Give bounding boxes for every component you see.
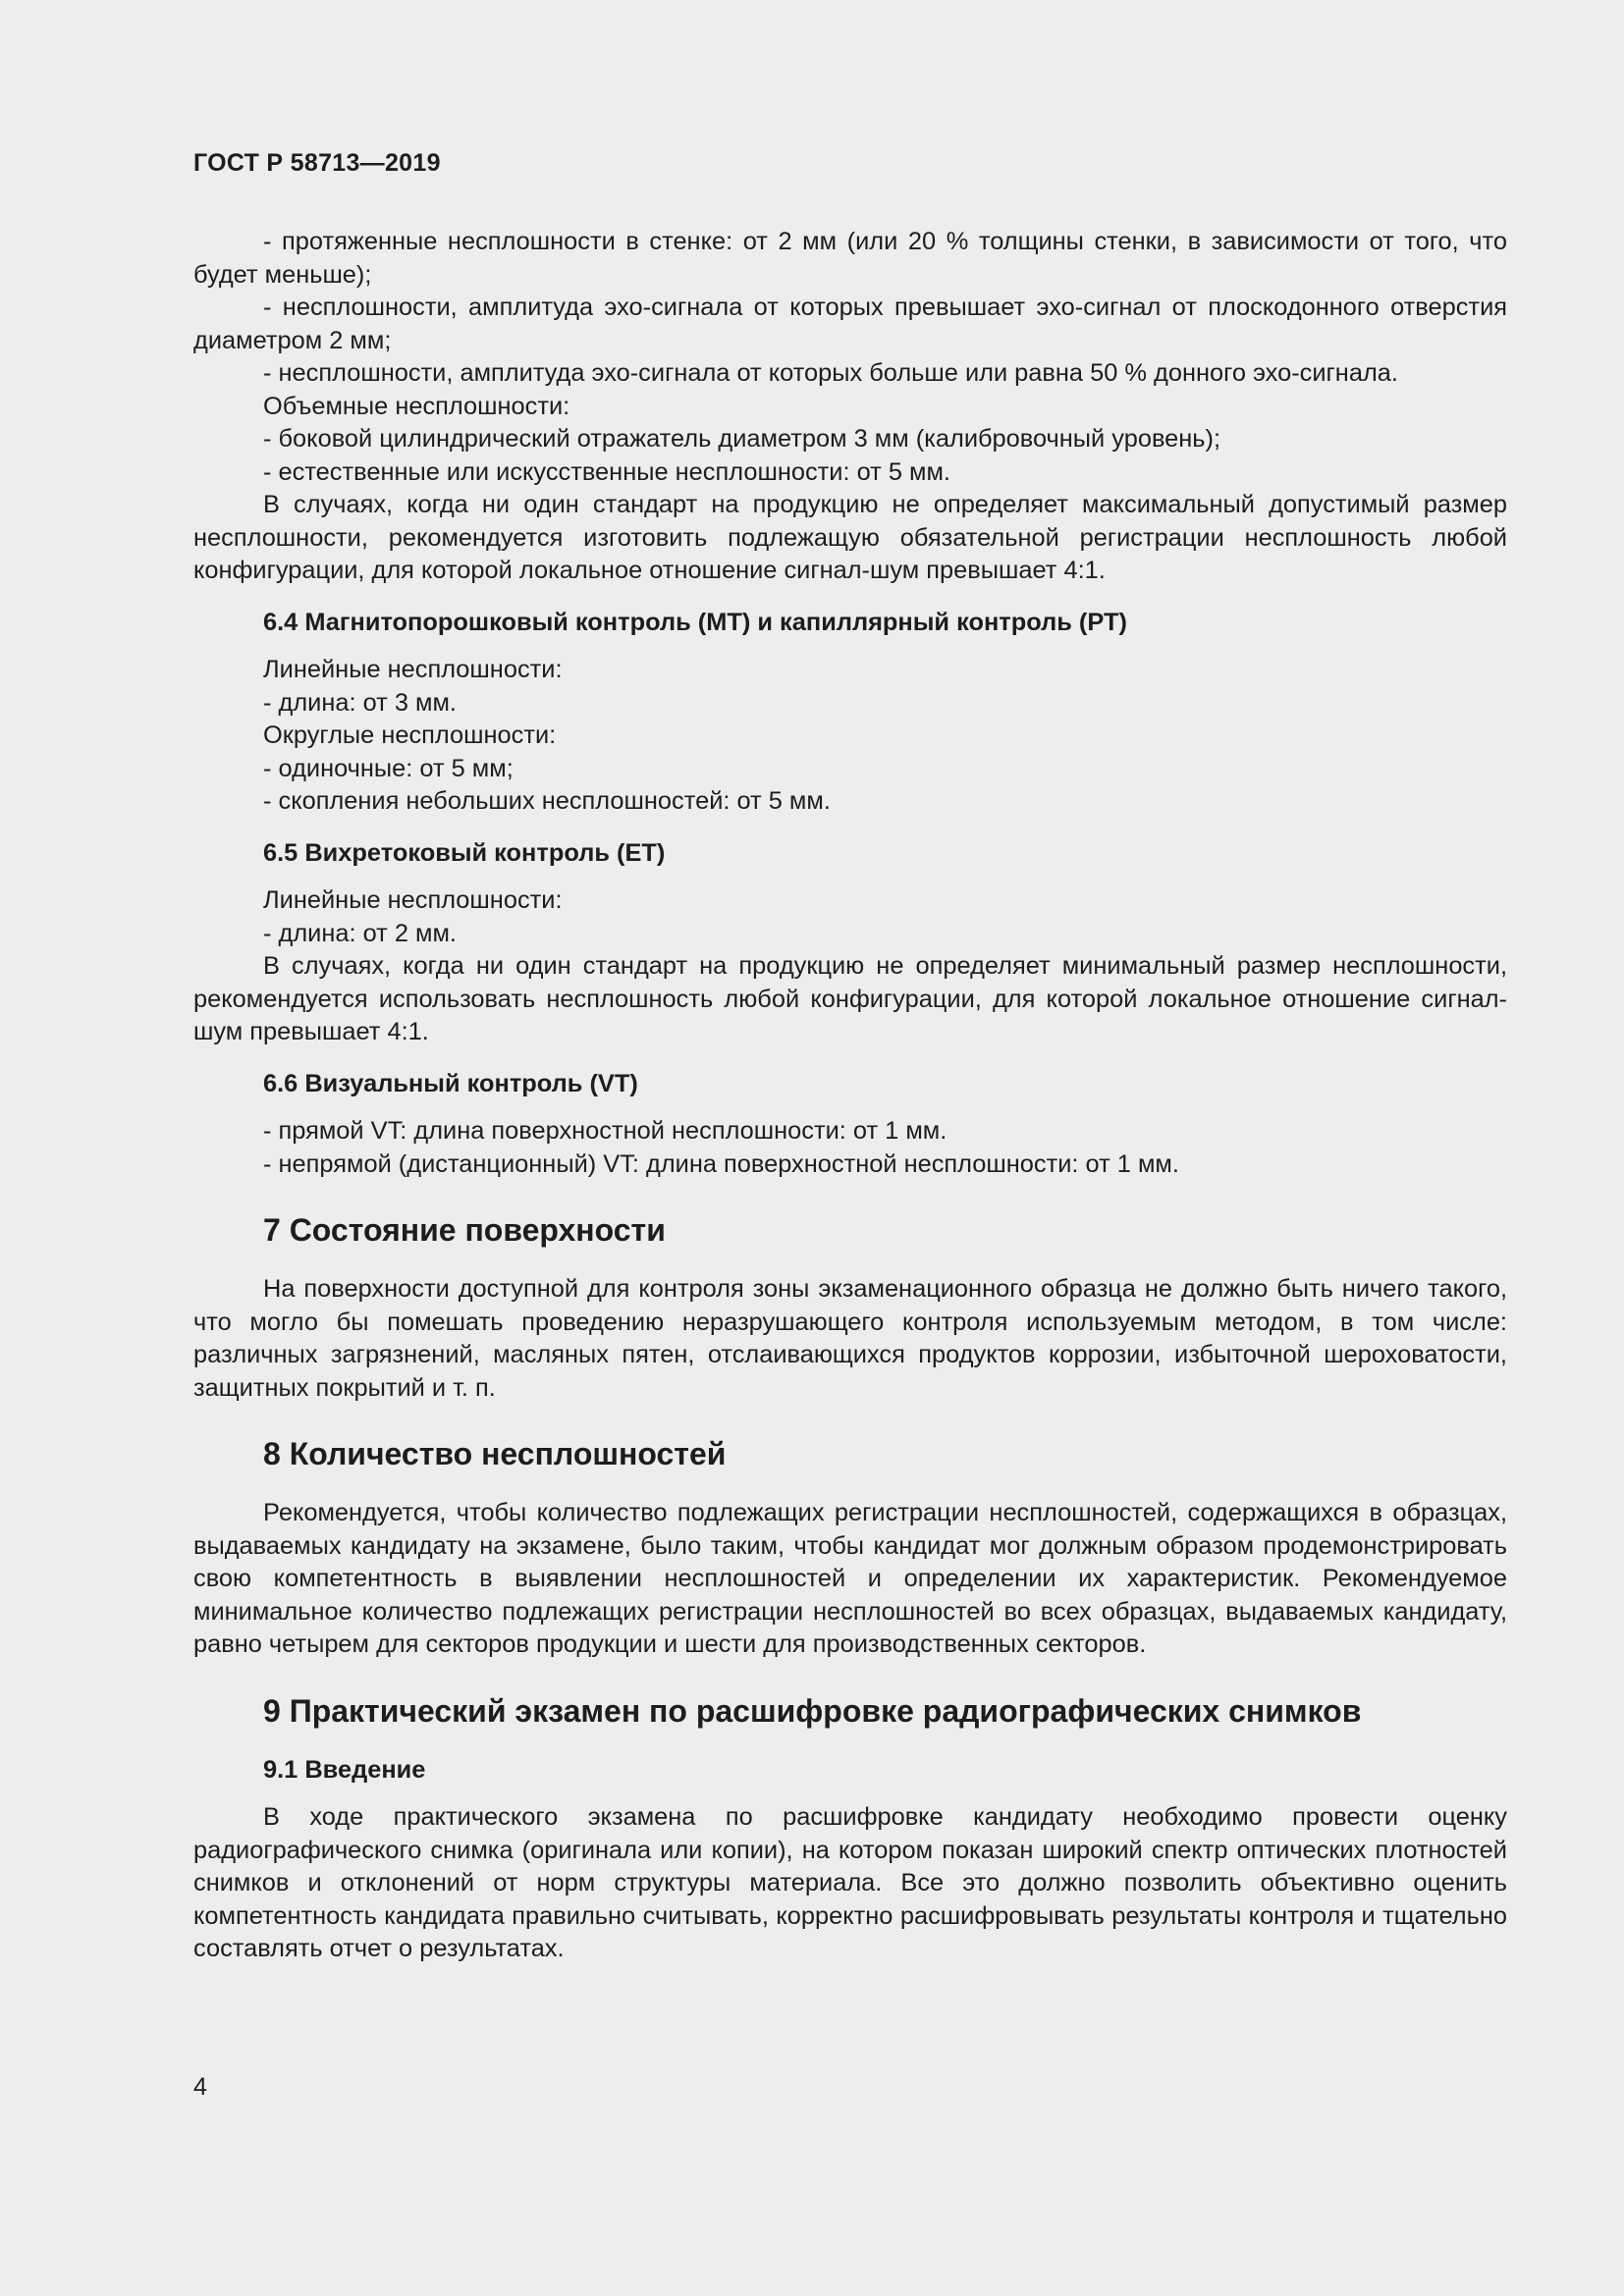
list-item: - несплошности, амплитуда эхо-сигнала от которых больше или равна 50 % донного эхо-сигнала. bbox=[263, 359, 1398, 387]
section-heading-9: 9 Практический экзамен по расшифровке радиографических снимков bbox=[263, 1692, 1362, 1729]
list-item: - непрямой (дистанционный) VT: длина поверхностной несплошности: от 1 мм. bbox=[263, 1149, 1179, 1178]
volumetric-label: Объемные несплошности: bbox=[263, 392, 570, 420]
list-item: - несплошности, амплитуда эхо-сигнала от которых превышает эхо-сигнал от плоскодонного отверстия диаметром 2 мм; bbox=[193, 294, 1507, 354]
list-item: - длина: от 3 мм. bbox=[263, 688, 457, 717]
linear-label: Линейные несплошности: bbox=[263, 656, 563, 683]
standard-header: ГОСТ Р 58713—2019 bbox=[193, 149, 441, 177]
section-heading-9-1: 9.1 Введение bbox=[263, 1755, 426, 1784]
round-label: Округлые несплошности: bbox=[263, 721, 557, 749]
list-item: - естественные или искусственные несплошности: от 5 мм. bbox=[263, 457, 950, 486]
page-content bbox=[193, 226, 1507, 1966]
list-item: - прямой VT: длина поверхностной несплошности: от 1 мм. bbox=[263, 1117, 947, 1145]
paragraph: В ходе практического экзамена по расшифровке кандидату необходимо провести оценку радиографического снимка (оригинала или копии), на котором показан широкий спектр оптических плотностей снимков и отклонений от норм структуры материала. Все это должно позволить объективно оценить компетентность кандидата правильно считывать, корректно расшифровывать результаты контроля и тщательно составлять отчет о результатах. bbox=[193, 1803, 1507, 1962]
list-item: - одиночные: от 5 мм; bbox=[263, 754, 514, 782]
paragraph: Рекомендуется, чтобы количество подлежащих регистрации несплошностей, содержащихся в образцах, выдаваемых кандидату на экзамене, было таким, чтобы кандидат мог должным образом продемонстрировать свою компетентность в выявлении несплошностей и определении их характеристик. Рекомендуемое минимальное количество подлежащих регистрации несплошностей во всех образцах, выдаваемых кандидату, равно четырем для секторов продукции и шести для производственных секторов. bbox=[193, 1499, 1507, 1658]
section-heading-6-4: 6.4 Магнитопорошковый контроль (МТ) и капиллярный контроль (РТ) bbox=[263, 608, 1127, 636]
list-item: - протяженные несплошности в стенке: от 2 мм (или 20 % толщины стенки, в зависимости от того, что будет меньше); bbox=[193, 228, 1507, 289]
page-number: 4 bbox=[193, 2073, 207, 2101]
linear-label: Линейные несплошности: bbox=[263, 886, 563, 914]
section-heading-7: 7 Состояние поверхности bbox=[263, 1212, 666, 1248]
paragraph: В случаях, когда ни один стандарт на продукцию не определяет минимальный размер несплошности, рекомендуется использовать несплошность любой конфигурации, для которой локальное отношение сигнал-шум превышает 4:1. bbox=[193, 952, 1507, 1045]
paragraph: В случаях, когда ни один стандарт на продукцию не определяет максимальный допустимый размер несплошности, рекомендуется изготовить подлежащую обязательной регистрации несплошность любой конфигурации, для которой локальное отношение сигнал-шум превышает 4:1. bbox=[193, 491, 1507, 584]
section-heading-6-5: 6.5 Вихретоковый контроль (ЕТ) bbox=[263, 838, 666, 867]
list-item: - длина: от 2 мм. bbox=[263, 919, 457, 947]
list-item: - скопления небольших несплошностей: от 5 мм. bbox=[263, 787, 831, 815]
paragraph: На поверхности доступной для контроля зоны экзаменационного образца не должно быть ничего такого, что могло бы помешать проведению неразрушающего контроля используемым методом, в том числе: различных загрязнений, масляных пятен, отслаивающихся продуктов коррозии, избыточной шероховатости, защитных покрытий и т. п. bbox=[193, 1275, 1507, 1402]
section-heading-8: 8 Количество несплошностей bbox=[263, 1436, 727, 1471]
list-item: - боковой цилиндрический отражатель диаметром 3 мм (калибровочный уровень); bbox=[263, 425, 1221, 453]
document-page bbox=[193, 0, 1507, 2296]
section-heading-6-6: 6.6 Визуальный контроль (VT) bbox=[263, 1069, 638, 1097]
